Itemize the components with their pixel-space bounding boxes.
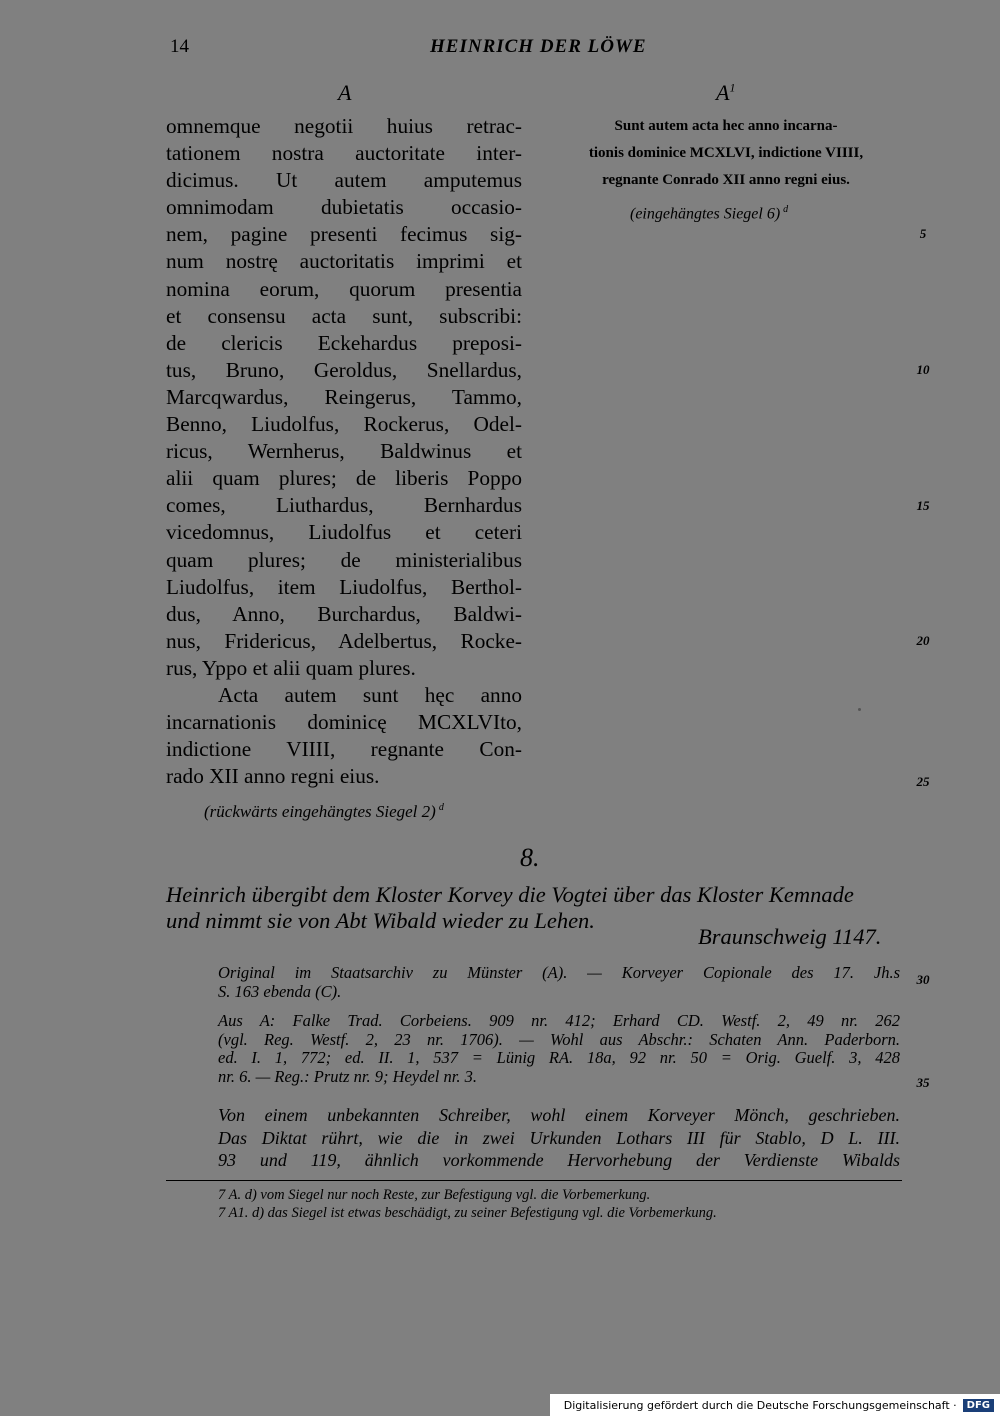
- banner-text: Digitalisierung gefördert durch die Deutsche Forschungsgemeinschaft ·: [563, 1398, 957, 1412]
- title-line-1: Heinrich übergibt dem Kloster Korvey die Vogtei über das Kloster Kemnade: [166, 882, 854, 907]
- title-line-2: und nimmt sie von Abt Wibald wieder zu Lehen.: [166, 908, 595, 933]
- column-a1-seal-note: [630, 204, 788, 223]
- column-a-line: Liudolfus, item Liudolfus, Berthol-: [166, 574, 522, 599]
- column-a-line: nem, pagine presenti fecimus sig-: [166, 222, 522, 247]
- column-a-line: Acta autem sunt hęc anno: [218, 682, 522, 707]
- footnote: 7 A1. d) das Siegel ist etwas beschädigt, zu seiner Befestigung vgl. die Vorbemerkung.: [218, 1205, 717, 1221]
- column-a-line: tus, Bruno, Geroldus, Snellardus,: [166, 357, 522, 382]
- column-a1-line: tionis dominice MCXLVI, indictione VIIII,: [588, 145, 864, 162]
- document-number: 8.: [520, 843, 540, 872]
- scan-speck: [858, 708, 861, 711]
- column-a-line: et consensu acta sunt, subscribi:: [166, 303, 522, 328]
- edition-line: nr. 6. — Reg.: Prutz nr. 9; Heydel nr. 3.: [218, 1066, 477, 1086]
- line-number: 35: [916, 1075, 930, 1090]
- footnote-rule: [166, 1180, 902, 1181]
- line-number: 5: [919, 226, 927, 241]
- column-a-line: ricus, Wernherus, Baldwinus et: [166, 439, 522, 464]
- edition-line: Aus A: Falke Trad. Corbeiens. 909 nr. 412; Erhard CD. Westf. 2, 49 nr. 262: [218, 1011, 900, 1030]
- editions-block: [218, 1012, 900, 1086]
- column-a1-heading: [716, 80, 735, 106]
- column-a-line: omnimodam dubietatis occasio-: [166, 195, 522, 220]
- remark-line: 93 und 119, ähnlich vorkommende Hervorhebung der Verdienste Wibalds: [218, 1150, 900, 1170]
- column-a-line: quam plures; de ministerialibus: [166, 547, 522, 572]
- place-date: Braunschweig 1147.: [698, 924, 882, 949]
- column-a-line: omnemque negotii huius retrac-: [166, 114, 522, 138]
- column-a-line: vicedomnus, Liudolfus et ceteri: [166, 520, 522, 545]
- edition-line: ed. I. 1, 772; ed. II. 1, 537 = Lünig RA. 18a, 92 nr. 50 = Orig. Guelf. 3, 428: [218, 1048, 900, 1068]
- running-title: HEINRICH DER LÖWE: [430, 36, 647, 57]
- column-a-line: incarnationis dominicę MCXLVIto,: [166, 710, 522, 735]
- source-line: Original im Staatsarchiv zu Münster (A). — Korveyer Copionale des 17. Jh.s: [218, 963, 900, 982]
- line-number: 10: [916, 362, 930, 377]
- line-number: 25: [916, 774, 930, 789]
- column-a1-line: Sunt autem acta hec anno incarna-: [614, 118, 838, 134]
- column-a-line: alii quam plures; de liberis Poppo: [166, 466, 522, 491]
- column-a-line: rado XII anno regni eius.: [166, 764, 380, 789]
- edition-line: (vgl. Reg. Westf. 2, 23 nr. 1706). — Wohl aus Abschr.: Schaten Ann. Paderborn.: [218, 1029, 900, 1049]
- column-a-line: num nostrę auctoritatis imprimi et: [166, 249, 522, 274]
- column-a-line: tationem nostra auctoritate inter-: [166, 141, 522, 166]
- column-a1-line: regnante Conrado XII anno regni eius.: [602, 172, 850, 189]
- column-a1-heading-letter: A: [716, 80, 730, 105]
- column-a-line: de clericis Eckehardus preposi-: [166, 330, 522, 355]
- seal-note-text: (rückwärts eingehängtes Siegel 2): [204, 802, 436, 821]
- line-number: 20: [916, 633, 930, 648]
- column-a-line: Benno, Liudolfus, Rockerus, Odel-: [166, 412, 522, 437]
- sources-block: [218, 964, 900, 1001]
- column-a-line: nus, Fridericus, Adelbertus, Rocke-: [166, 628, 522, 653]
- remarks-block: [218, 1104, 900, 1172]
- footnote-ref: d: [438, 802, 444, 814]
- column-a-line: nomina eorum, quorum presentia: [166, 276, 522, 301]
- line-number: 30: [916, 972, 930, 987]
- footnote: 7 A. d) vom Siegel nur noch Reste, zur Befestigung vgl. die Vorbemerkung.: [218, 1187, 651, 1203]
- column-a1-text: [548, 113, 904, 194]
- column-a-line: comes, Liuthardus, Bernhardus: [166, 493, 522, 518]
- column-a-heading: A: [338, 80, 352, 105]
- column-a-seal-note: [204, 802, 444, 822]
- source-line: S. 163 ebenda (C).: [218, 981, 342, 1001]
- footnote-ref: d: [783, 204, 789, 215]
- remark-line: Von einem unbekannten Schreiber, wohl einem Korveyer Mönch, geschrieben.: [218, 1105, 900, 1125]
- column-a-line: dicimus. Ut autem amputemus: [166, 168, 522, 193]
- dfg-logo: DFG: [963, 1399, 994, 1412]
- column-a-line: Marcqwardus, Reingerus, Tammo,: [166, 384, 522, 409]
- footnotes-block: [218, 1186, 717, 1222]
- column-a-line: indictione VIIII, regnante Con-: [166, 737, 522, 762]
- column-a-text: [166, 113, 522, 790]
- line-number: 15: [916, 498, 930, 513]
- page-number: 14: [170, 36, 189, 57]
- column-a-line: dus, Anno, Burchardus, Baldwi-: [166, 601, 522, 626]
- dfg-banner: [550, 1394, 1000, 1416]
- column-a-line: rus, Yppo et alii quam plures.: [166, 655, 416, 680]
- seal-note-text: (eingehängtes Siegel 6): [630, 205, 781, 223]
- remark-line: Das Diktat rührt, wie die in zwei Urkunden Lothars III für Stablo, D L. III.: [218, 1127, 900, 1148]
- column-a1-heading-sup: 1: [729, 80, 736, 95]
